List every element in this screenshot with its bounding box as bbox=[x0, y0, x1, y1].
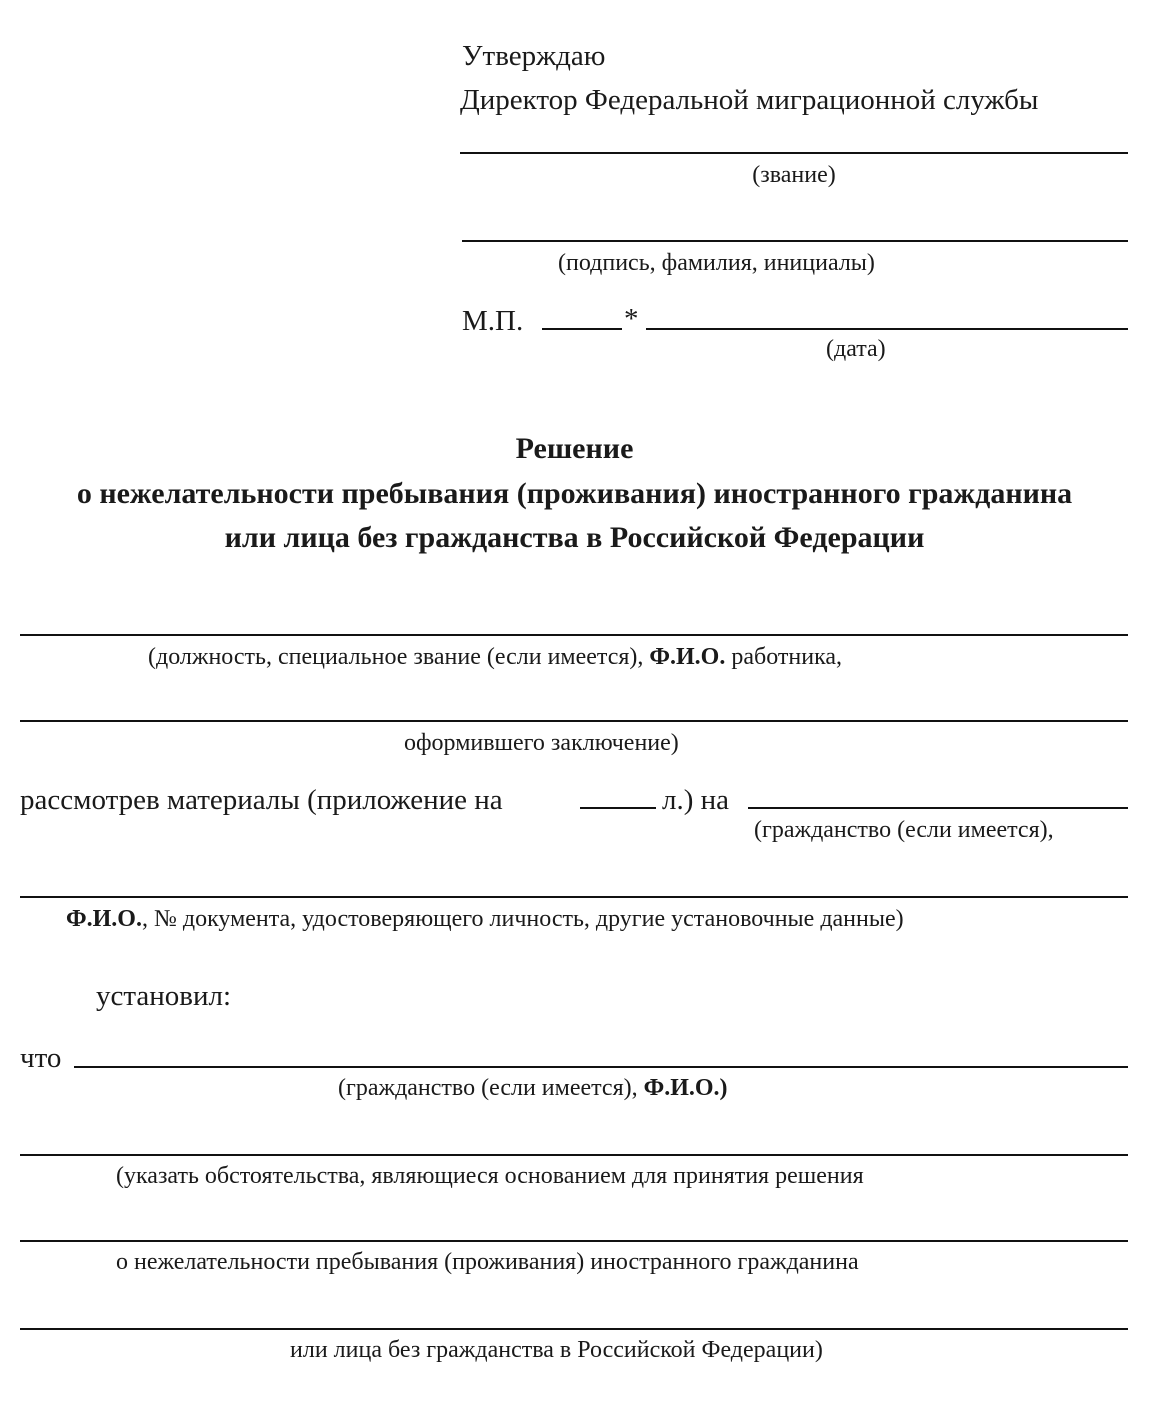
review-text-a: рассмотрев материалы (приложение на bbox=[20, 784, 503, 816]
official-caption-2: оформившего заключение) bbox=[404, 730, 679, 756]
that-line bbox=[74, 1066, 1128, 1068]
asterisk: * bbox=[624, 303, 639, 335]
official-caption-part1: (должность, специальное звание (если имеется), bbox=[148, 644, 644, 670]
document-title: Решение bbox=[515, 432, 634, 465]
that-caption bbox=[338, 1075, 728, 1102]
approve-label: Утверждаю bbox=[462, 40, 606, 72]
person-caption bbox=[66, 906, 904, 933]
that-caption-fio: Ф.И.О.) bbox=[643, 1075, 728, 1101]
approver-position: Директор Федеральной миграционной службы bbox=[460, 84, 1039, 116]
stamp-number-line bbox=[542, 328, 622, 330]
stamp-label: М.П. bbox=[462, 305, 524, 337]
signature-line bbox=[462, 240, 1128, 242]
established-label: установил: bbox=[96, 980, 232, 1012]
person-line bbox=[20, 896, 1128, 898]
pages-line bbox=[580, 807, 656, 809]
review-text-b: л.) на bbox=[662, 784, 730, 816]
rank-caption: (звание) bbox=[752, 162, 836, 188]
grounds-caption-3: или лица без гражданства в Российской Федерации) bbox=[290, 1337, 823, 1363]
grounds-line-1 bbox=[20, 1154, 1128, 1156]
official-line-2 bbox=[20, 720, 1128, 722]
person-caption-fio: Ф.И.О. bbox=[66, 906, 142, 932]
official-line bbox=[20, 634, 1128, 636]
grounds-caption-1: (указать обстоятельства, являющиеся основанием для принятия решения bbox=[116, 1163, 864, 1189]
document-subtitle-line1: о нежелательности пребывания (проживания) иностранного гражданина bbox=[76, 477, 1073, 510]
official-caption bbox=[148, 644, 842, 671]
grounds-caption-2: о нежелательности пребывания (проживания) иностранного гражданина bbox=[116, 1249, 859, 1275]
date-caption: (дата) bbox=[826, 336, 886, 362]
that-label: что bbox=[20, 1042, 62, 1074]
citizenship-caption: (гражданство (если имеется), bbox=[754, 817, 1054, 843]
rank-line bbox=[460, 152, 1128, 154]
person-caption-rest: , № документа, удостоверяющего личность, другие установочные данные) bbox=[141, 906, 904, 932]
official-caption-part3: работника, bbox=[731, 644, 843, 670]
official-caption-fio: Ф.И.О. bbox=[649, 644, 726, 670]
grounds-line-2 bbox=[20, 1240, 1128, 1242]
signature-caption: (подпись, фамилия, инициалы) bbox=[558, 250, 875, 276]
document-subtitle-line2: или лица без гражданства в Российской Федерации bbox=[224, 521, 925, 554]
that-caption-part1: (гражданство (если имеется), bbox=[338, 1075, 638, 1101]
citizenship-line bbox=[748, 807, 1128, 809]
date-line bbox=[646, 328, 1128, 330]
grounds-line-3 bbox=[20, 1328, 1128, 1330]
